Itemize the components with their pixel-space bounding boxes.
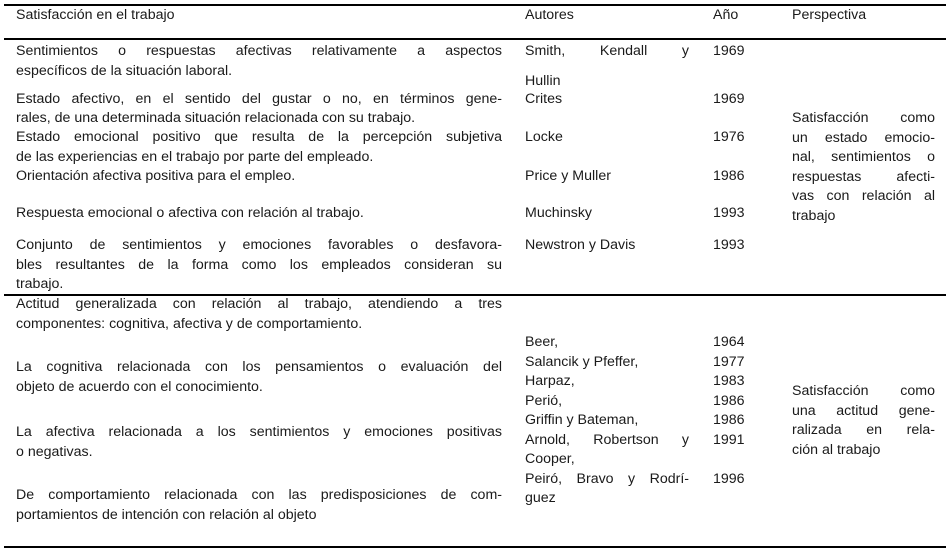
- description-behavioral: De comportamiento relacionada con las predisposiciones de com- portamientos de intención con relación al objeto: [16, 487, 502, 523]
- row-authors: Crites: [525, 91, 563, 107]
- description-cognitive: La cognitiva relacionada con los pensamientos o evaluación del objeto de acuerdo con el conocimiento.: [16, 359, 502, 395]
- row-description: Estado emocional positivo que resulta de la percepción subjetiva de las experiencias en el trabajo por parte del empleado.: [16, 129, 502, 165]
- header-autores: Autores: [525, 7, 574, 23]
- row-year: 1969: [713, 91, 745, 107]
- row-authors: Price y Muller: [525, 168, 611, 184]
- row-authors: Smith, Kendall y Hullin: [525, 43, 689, 89]
- row-description: Sentimientos o respuestas afectivas relativamente a aspectos específicos de la situación laboral.: [16, 43, 502, 79]
- description-general-attitude: Actitud generalizada con relación al trabajo, atendiendo a tres componentes: cognitiva, afectiva y de comportamiento.: [16, 296, 502, 332]
- row-year: 1993: [713, 205, 745, 221]
- row-authors: Muchinsky: [525, 205, 593, 221]
- header-bottom-rule: [4, 38, 946, 40]
- row-year: 1986: [713, 168, 745, 184]
- header-ano: Año: [713, 7, 739, 23]
- perspective-general-attitude: Satisfacción como una actitud gene- ralizada en rela- ción al trabajo: [792, 383, 935, 458]
- row-description: Conjunto de sentimientos y emociones favorables o desfavora- bles resultantes de la forma como los empleados consideran su trabajo.: [16, 237, 502, 292]
- row-description: Orientación afectiva positiva para el empleo.: [16, 168, 296, 184]
- row-year: 1969: [713, 43, 745, 59]
- years-list: 1964 1977 1983 1986 1986 1991 1996: [713, 334, 745, 487]
- header-satisfaccion: Satisfacción en el trabajo: [16, 7, 175, 23]
- authors-list: Beer, Salancik y Pfeffer, Harpaz, Perió, Griffin y Bateman, Arnold, Robertson y Cooper, Peiró, Bravo y Rodrí- guez: [525, 334, 689, 506]
- perspective-emotional-state: Satisfacción como un estado emocio- nal, sentimientos o respuestas afecti- vas con relación al trabajo: [792, 110, 935, 224]
- row-description: Estado afectivo, en el sentido del gustar o no, en términos gene- rales, de una determinada situación relacionada con su trabajo.: [16, 91, 502, 126]
- row-authors: Newstron y Davis: [525, 237, 636, 253]
- header-perspectiva: Perspectiva: [792, 7, 867, 23]
- table-bottom-rule: [4, 546, 946, 548]
- row-year: 1976: [713, 129, 745, 145]
- row-year: 1993: [713, 237, 745, 253]
- row-description: Respuesta emocional o afectiva con relación al trabajo.: [16, 205, 364, 221]
- row-authors: Locke: [525, 129, 563, 145]
- description-affective: La afectiva relacionada a los sentimientos y emociones positivas o negativas.: [16, 424, 502, 460]
